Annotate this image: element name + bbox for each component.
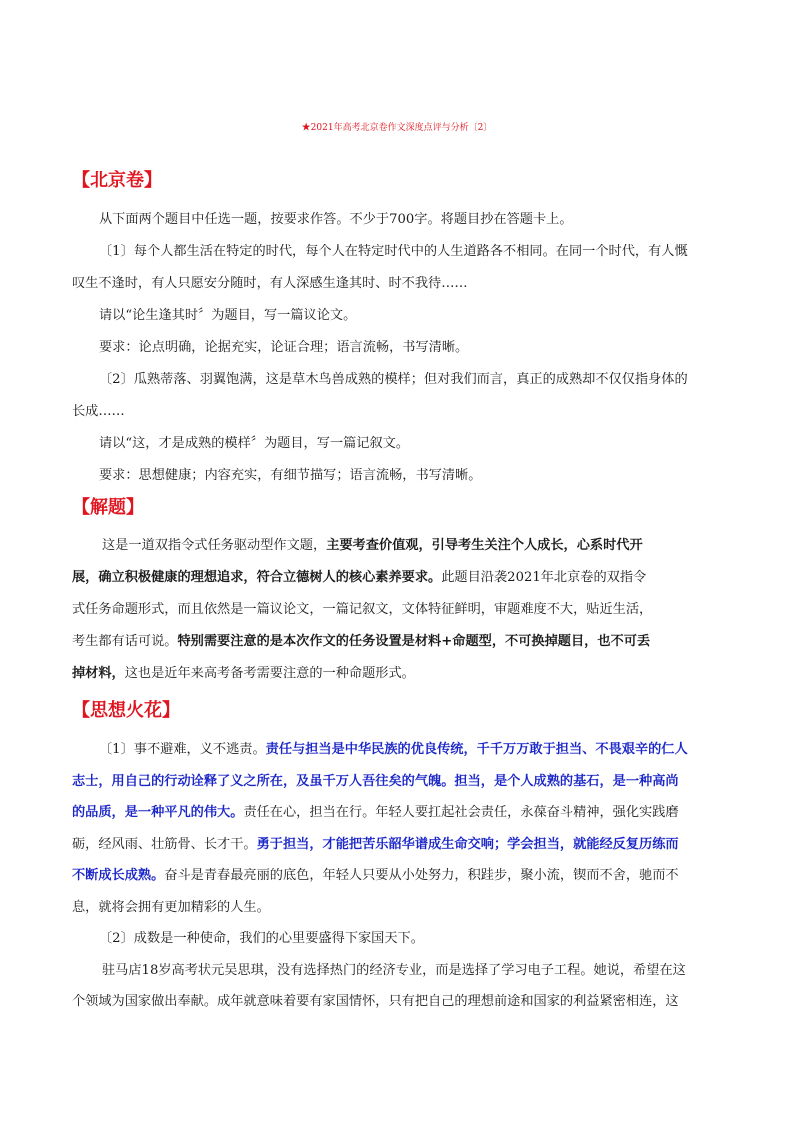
sixiang-text: 〔1〕事不避难，义不逃责。 <box>99 742 266 757</box>
sixiang-p3-line-2: 个领域为国家做出奉献。成年就意味着要有家国情怀，只有把自己的理想前途和国家的利益紧密相连，这 <box>72 994 679 1009</box>
question-2-text: 〔2〕瓜熟蒂落、羽翼饱满，这是草木鸟兽成熟的模样；但对我们而言，真正的成熟却不仅仅指身体的 <box>99 372 688 387</box>
question-1-requirements-text: 要求：论点明确，论据充实，论证合理；语言流畅，书写清晰。 <box>99 340 469 355</box>
sixiang-text: 驻马店18岁高考状元吴思琪，没有选择热门的经济专业，而是选择了学习电子工程。她说，希望在这 <box>102 962 686 978</box>
sixiang-p1-line-5 <box>72 860 724 892</box>
sixiang-highlight: 不断成长成熟。 <box>72 868 165 883</box>
sixiang-p1-line-1 <box>72 734 724 766</box>
section-heading-sixiang: 【思想火花】 <box>72 700 180 721</box>
sixiang-text: 〔2〕成数是一种使命，我们的心里要盛得下家国天下。 <box>99 931 424 946</box>
question-2-requirements <box>72 460 724 492</box>
question-1-line-2: 叹生不逢时，有人只愿安分随时，有人深感生逢其时、时不我待…… <box>72 276 468 291</box>
jieti-line-1 <box>72 530 724 562</box>
jieti-text: 这是一道双指令式任务驱动型作文题， <box>102 538 327 553</box>
question-1-requirements <box>72 332 724 364</box>
jieti-line-5 <box>72 658 724 690</box>
section-heading-beijing: 【北京卷】 <box>72 170 162 191</box>
question-1-prompt <box>72 300 724 332</box>
section-heading-jieti: 【解题】 <box>72 497 144 518</box>
jieti-line-3: 式任务命题形式，而且依然是一篇议论文，一篇记叙文，文体特征鲜明，审题难度不大，贴近生活， <box>72 602 653 617</box>
jieti-emphasis: 展，确立积极健康的理想追求，符合立德树人的核心素养要求。 <box>72 570 442 585</box>
question-2-prompt <box>72 428 724 460</box>
sixiang-highlight: 的品质，是一种平凡的伟大。 <box>72 805 244 820</box>
jieti-line-2 <box>72 562 724 594</box>
beijing-intro <box>72 204 724 236</box>
question-2-requirements-text: 要求：思想健康；内容充实，有细节描写；语言流畅，书写清晰。 <box>99 468 482 483</box>
jieti-emphasis: 主要考查价值观，引导考生关注个人成长，心系时代开 <box>326 538 643 553</box>
sixiang-text: 砺，经风雨、壮筋骨、长才干。 <box>72 836 257 852</box>
sixiang-p3-line-1 <box>72 955 724 987</box>
question-1-line-1 <box>72 236 724 268</box>
jieti-text: 这也是近年来高考备考需要注意的一种命题形式。 <box>124 666 415 681</box>
sixiang-highlight: 责任与担当是中华民族的优良传统，千千万万敢于担当、不畏艰辛的仁人 <box>265 742 688 757</box>
sixiang-highlight: 志士，用自己的行动诠释了义之所在，及虽千万人吾往矣的气魄。担当，是个人成熟的基石，是一种高尚 <box>72 773 679 789</box>
sixiang-text: 奋斗是青春最亮丽的底色，年轻人只要从小处努力，积跬步，聚小流，锲而不舍，驰而不 <box>164 868 679 883</box>
sixiang-p1-line-2 <box>72 766 724 798</box>
sixiang-text: 责任在心，担当在行。年轻人要扛起社会责任，永葆奋斗精神，强化实践磨 <box>243 805 679 820</box>
sixiang-p1-line-4 <box>72 829 724 861</box>
jieti-text: 考生都有话可说。 <box>72 634 178 649</box>
question-1-prompt-text: 请以“论生逢其时〞为题目，写一篇议论文。 <box>99 308 357 323</box>
question-1-text: 〔1〕每个人都生活在特定的时代，每个人在特定时代中的人生道路各不相同。在同一个时代，有人慨 <box>99 244 688 259</box>
question-2-line-2: 长成…… <box>72 404 125 419</box>
sixiang-p1-line-6: 息，就将会拥有更加精彩的人生。 <box>72 899 270 915</box>
page-title: ★2021年高考北京卷作文深度点评与分析〔2〕 <box>301 123 493 133</box>
sixiang-p2 <box>72 923 724 955</box>
sixiang-highlight: 勇于担当，才能把苦乐韶华谱成生命交响；学会担当，就能经反复历练而 <box>256 836 679 852</box>
question-2-prompt-text: 请以“这，才是成熟的模样〞为题目，写一篇记叙文。 <box>99 436 410 451</box>
jieti-line-4 <box>72 626 724 658</box>
jieti-text: 此题目沿袭2021年北京卷的双指令 <box>441 570 647 585</box>
beijing-intro-text: 从下面两个题目中任选一题，按要求作答。不少于700字。将题目抄在答题卡上。 <box>99 212 573 227</box>
jieti-emphasis: 掉材料， <box>72 666 125 681</box>
sixiang-p1-line-3 <box>72 797 724 829</box>
jieti-emphasis: 特别需要注意的是本次作文的任务设置是材料+命题型，不可换掉题目，也不可丢 <box>177 634 651 649</box>
question-2-line-1 <box>72 364 724 396</box>
